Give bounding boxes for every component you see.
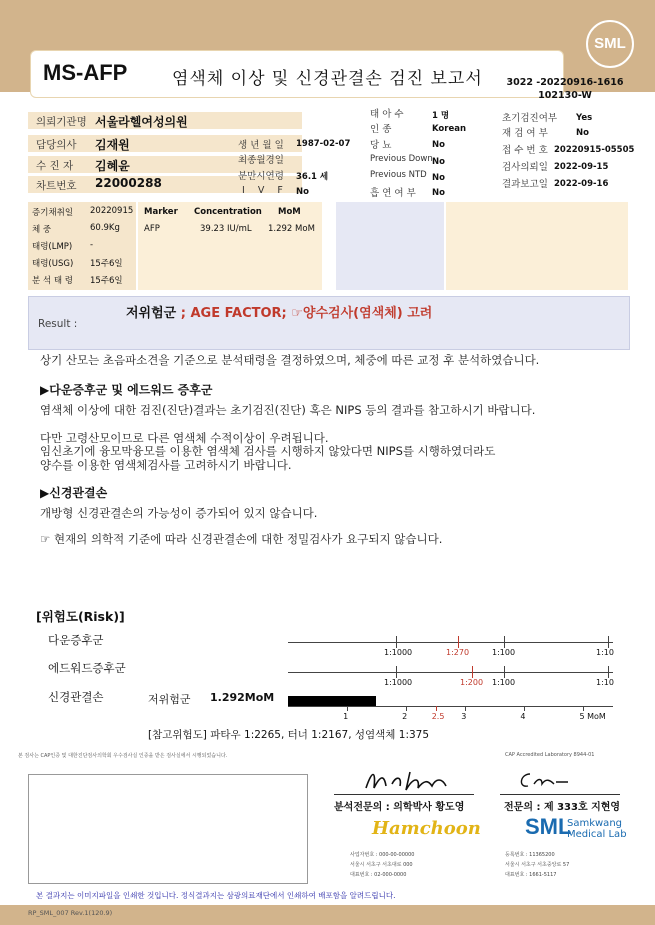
cap-note: 본 검사는 CAP인증 및 대한진단검사의학회 우수검사실 인증을 받은 검사실에서 시행되었습니다.	[18, 753, 228, 759]
body-line1: 상기 산모는 초음파소견을 기준으로 분석태령을 결정하였으며, 체중에 따른 교정 후 분석하였습니다.	[40, 353, 540, 367]
scale-tick	[396, 636, 397, 648]
race-value: Korean	[432, 124, 467, 134]
scale-tick	[396, 666, 397, 678]
down-risk-scale	[288, 636, 613, 660]
lab-name-line1: Samkwang	[567, 818, 622, 829]
scale-tick-label: 1:10	[596, 678, 614, 687]
ntd-tick-label: 5 MoM	[579, 712, 606, 721]
specialist-name: 전문의 : 제 333호 지현영	[504, 802, 621, 813]
addr-line6: 대표번호 : 1661-5117	[505, 872, 557, 878]
addr-line2: 서울시 서초구 서초대로 000	[350, 862, 413, 868]
body-line3: 다만 고령산모이므로 다른 염색체 수적이상이 우려됩니다.	[40, 431, 329, 445]
edwards-risk-scale	[288, 666, 613, 690]
measure-row-value: 60.9Kg	[90, 223, 120, 233]
specialist-line	[500, 794, 620, 795]
body-line2: 염색체 이상에 대한 검진(진단)결과는 초기검진(진단) 혹은 NIPS 등의 결과를 참고하시기 바랍니다.	[40, 403, 536, 417]
marker-name: AFP	[144, 224, 160, 234]
body-heading1: ▶다운증후군 및 에드워드 증후군	[40, 383, 213, 397]
report-date-label: 결과보고일	[502, 179, 548, 190]
result-label: Result :	[38, 318, 78, 330]
analyst-signature	[362, 766, 462, 794]
fetus-label: 태 아 수	[370, 109, 404, 120]
body-line5: 양수를 이용한 염색체검사를 고려하시기 바랍니다.	[40, 458, 292, 472]
age-value: 36.1 세	[296, 172, 329, 182]
result-emphasis: ; AGE FACTOR; ☞양수검사(염색체) 고려	[180, 306, 433, 321]
analyst-line	[334, 794, 474, 795]
hamchoon-address	[350, 850, 414, 880]
ivf-value: No	[296, 187, 309, 197]
examinee-value: 김혜윤	[95, 159, 130, 173]
hamchoon-logo: Hamchoon	[372, 818, 481, 839]
doctor-value: 김재원	[95, 138, 130, 152]
marker-header: Marker	[144, 207, 178, 217]
sml-lab-name	[567, 818, 627, 840]
first-exam-value: Yes	[576, 113, 593, 123]
body-line6: 개방형 신경관결손의 가능성이 증가되어 있지 않습니다.	[40, 506, 318, 520]
prev-down-label: Previous Down	[370, 154, 433, 164]
lmp-label: 최종월경일	[238, 155, 284, 166]
birth-label: 생 년 월 일	[238, 140, 284, 151]
scale-tick	[472, 666, 473, 678]
report-date-value: 2022-09-16	[554, 179, 609, 189]
marker-mom: 1.292 MoM	[268, 224, 315, 234]
measure-row-label: 증기채취일	[32, 208, 74, 218]
addr-line1: 사업자번호 : 000-00-00000	[350, 852, 415, 858]
birth-value: 1987-02-07	[296, 139, 351, 149]
sml-address	[505, 850, 569, 880]
ntd-tick	[347, 706, 348, 711]
prev-ntd-label: Previous NTD	[370, 170, 427, 180]
addr-line4: 등록번호 : 11365200	[505, 852, 555, 858]
ntd-tick	[583, 706, 584, 711]
prev-ntd-value: No	[432, 173, 445, 183]
specialist-signature	[512, 768, 572, 794]
ntd-tick-label: 1	[343, 712, 349, 721]
measure-row-value: 15주6일	[90, 259, 123, 269]
scale-tick-label: 1:100	[492, 678, 516, 687]
comment-box	[28, 774, 308, 884]
scale-tick	[504, 666, 505, 678]
marker-concentration: 39.23 IU/mL	[200, 224, 252, 234]
print-notice: 본 결과지는 이미지파일을 인쇄한 것입니다. 정식결과지는 삼광의료재단에서 인쇄하여 배포함을 알려드립니다.	[36, 891, 396, 900]
fetus-value: 1 명	[432, 111, 450, 121]
ivf-label: I V F	[242, 185, 288, 196]
chart-label: 차트번호	[36, 180, 77, 192]
cap-number: CAP Accredited Laboratory 8944-01	[505, 752, 595, 758]
result-text	[126, 302, 432, 321]
scale-tick-label: 1:270	[446, 648, 470, 657]
ntd-label: 신경관결손	[48, 690, 104, 704]
ntd-level: 저위험군	[148, 693, 191, 706]
ntd-tick	[465, 706, 466, 711]
scale-axis	[288, 642, 613, 643]
smoking-label: 흡 연 여 부	[370, 188, 416, 199]
ntd-risk-scale	[288, 694, 613, 722]
addr-line5: 서울시 서초구 서초중앙로 57	[505, 862, 570, 868]
request-date-value: 2022-09-15	[554, 162, 609, 172]
ntd-axis	[288, 706, 613, 707]
scale-tick	[608, 666, 609, 678]
measure-table	[28, 202, 628, 290]
measure-row-label: 체 중	[32, 225, 52, 235]
hospital-label: 의뢰기관명	[36, 116, 87, 128]
measure-row-value: 20220915	[90, 206, 134, 216]
race-label: 인 종	[370, 124, 392, 135]
risk-title: [위험도(Risk)]	[36, 609, 125, 624]
ntd-tick-label: 2	[402, 712, 408, 721]
report-title: 염색체 이상 및 신경관결손 검진 보고서	[172, 69, 483, 89]
age-label: 분만시연령	[238, 171, 284, 182]
receipt-label: 접 수 번 호	[502, 145, 548, 156]
ntd-tick	[406, 706, 407, 711]
down-label: 다운증후군	[48, 633, 104, 647]
scale-tick-label: 1:10	[596, 648, 614, 657]
addr-line3: 대표번호 : 02-000-0000	[350, 872, 407, 878]
report-id-line1: 3022 -20220916-1616	[506, 77, 624, 88]
body-line7: ☞ 현재의 의학적 기준에 따라 신경관결손에 대한 정밀검사가 요구되지 않습니다.	[40, 532, 443, 546]
request-date-label: 검사의뢰일	[502, 162, 548, 173]
scale-tick	[608, 636, 609, 648]
ntd-mom-bar	[288, 696, 376, 706]
scale-tick	[458, 636, 459, 648]
scale-tick	[504, 636, 505, 648]
measure-row-label: 분 석 태 령	[32, 276, 73, 286]
sml-logo: SML	[586, 20, 634, 68]
diabetes-label: 당 뇨	[370, 140, 392, 151]
measure-row-label: 태령(USG)	[32, 259, 74, 269]
ntd-tick-label: 3	[461, 712, 467, 721]
smoking-value: No	[432, 188, 445, 198]
scale-tick-label: 1:200	[460, 678, 484, 687]
report-id	[500, 76, 630, 102]
chart-value: 22000288	[95, 176, 162, 190]
measure-row-value: -	[90, 240, 94, 250]
reexam-label: 재 검 여 부	[502, 128, 548, 139]
mom-header: MoM	[278, 207, 301, 217]
reference-risk: [참고위험도] 파타우 1:2265, 터너 1:2167, 성염색체 1:375	[148, 729, 430, 741]
scale-tick-label: 1:1000	[384, 648, 413, 657]
measure-row-label: 태령(LMP)	[32, 242, 73, 252]
analyst-name: 분석전문의 : 의학박사 황도영	[334, 802, 465, 813]
report-id-line2: 102130-W	[538, 90, 592, 101]
result-prefix: 저위험군	[126, 306, 177, 321]
body-line4: 임신초기에 융모막융모를 이용한 염색체 검사를 시행하지 않았다면 NIPS를 시행하였더라도	[40, 444, 496, 458]
ntd-mom: 1.292MoM	[210, 691, 275, 704]
table-blank-col	[336, 202, 444, 290]
ntd-tick-label: 2.5	[431, 712, 445, 721]
ntd-tick-label: 4	[520, 712, 526, 721]
body-heading2: ▶신경관결손	[40, 486, 108, 500]
ntd-tick	[524, 706, 525, 711]
concentration-header: Concentration	[194, 207, 262, 217]
ntd-tick	[436, 706, 437, 711]
scale-tick-label: 1:1000	[384, 678, 413, 687]
sml-lab-logo: SML	[525, 814, 572, 839]
edwards-label: 에드워드증후군	[48, 661, 126, 675]
lab-name-line2: Medical Lab	[567, 829, 627, 840]
hospital-value: 서울라헬여성의원	[95, 115, 188, 129]
scale-tick-label: 1:100	[492, 648, 516, 657]
diabetes-value: No	[432, 140, 445, 150]
test-code: MS-AFP	[43, 60, 128, 85]
reexam-value: No	[576, 128, 589, 138]
prev-down-value: No	[432, 157, 445, 167]
examinee-label: 수 진 자	[36, 160, 74, 172]
first-exam-label: 초기검진여부	[502, 113, 558, 124]
scale-axis	[288, 672, 613, 673]
measure-row-value: 15주6일	[90, 276, 123, 286]
form-code: RP_SML_007 Rev.1(120.9)	[28, 909, 113, 917]
doctor-label: 담당의사	[36, 139, 77, 151]
table-blank-col2	[446, 202, 628, 290]
receipt-value: 20220915-05505	[554, 145, 635, 155]
